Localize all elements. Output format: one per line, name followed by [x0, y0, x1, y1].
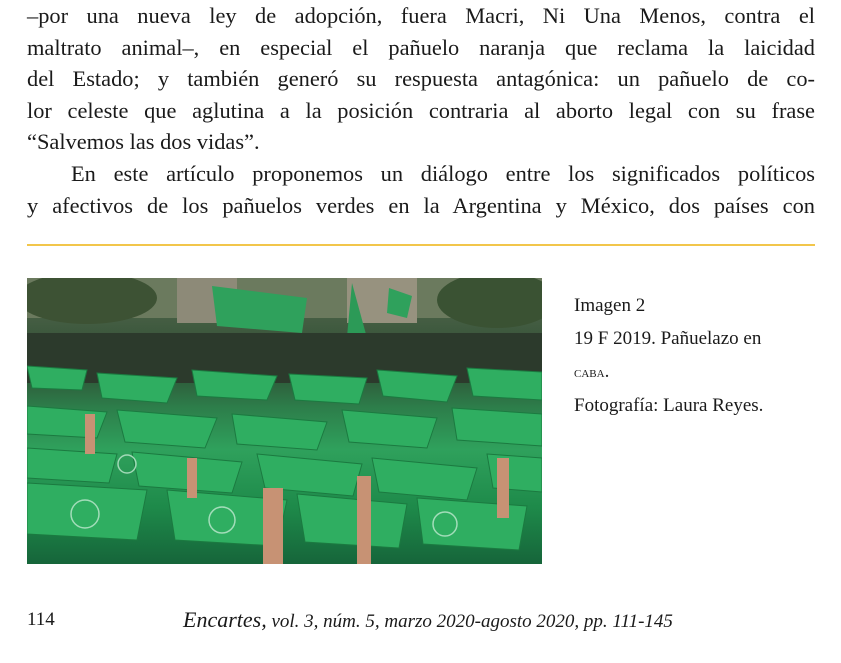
caption-line: 19 F 2019. Pañuelazo en: [574, 328, 762, 349]
protest-photo-illustration: [27, 278, 542, 564]
caption-credit: Fotografía: Laura Reyes.: [574, 395, 764, 416]
body-line-5: “Salvemos las dos vidas”.: [27, 129, 260, 155]
caption-place: caba: [574, 364, 605, 381]
protest-photo: [27, 278, 542, 564]
citation-details: vol. 3, núm. 5, marzo 2020-agosto 2020, pp. 111-145: [266, 611, 673, 632]
section-divider: [27, 244, 815, 246]
caption-label: Imagen 2: [574, 295, 646, 316]
figure-caption: [574, 289, 824, 422]
footer-citation: [183, 607, 673, 633]
caption-place-line: [574, 355, 824, 389]
body-line-7: y afectivos de los pañuelos verdes en la Argentina y México, dos países con: [27, 192, 815, 218]
caption-end: .: [604, 361, 610, 382]
body-text: [27, 0, 815, 221]
page-number: 114: [27, 609, 55, 630]
body-line-3: del Estado; y también generó su respuesta antagónica: un pañuelo de co-: [27, 66, 815, 92]
caption-text: [574, 322, 824, 355]
journal-name: Encartes,: [183, 607, 267, 632]
body-line-2: maltrato animal–, en especial el pañuelo naranja que reclama la laicidad: [27, 34, 815, 60]
body-line-4: lor celeste que aglutina a la posición contraria al aborto legal con su frase: [27, 97, 815, 123]
body-line-6: En este artículo proponemos un diálogo entre los significados políticos: [71, 160, 815, 186]
body-line-1: –por una nueva ley de adopción, fuera Macri, Ni Una Menos, contra el: [27, 3, 815, 28]
